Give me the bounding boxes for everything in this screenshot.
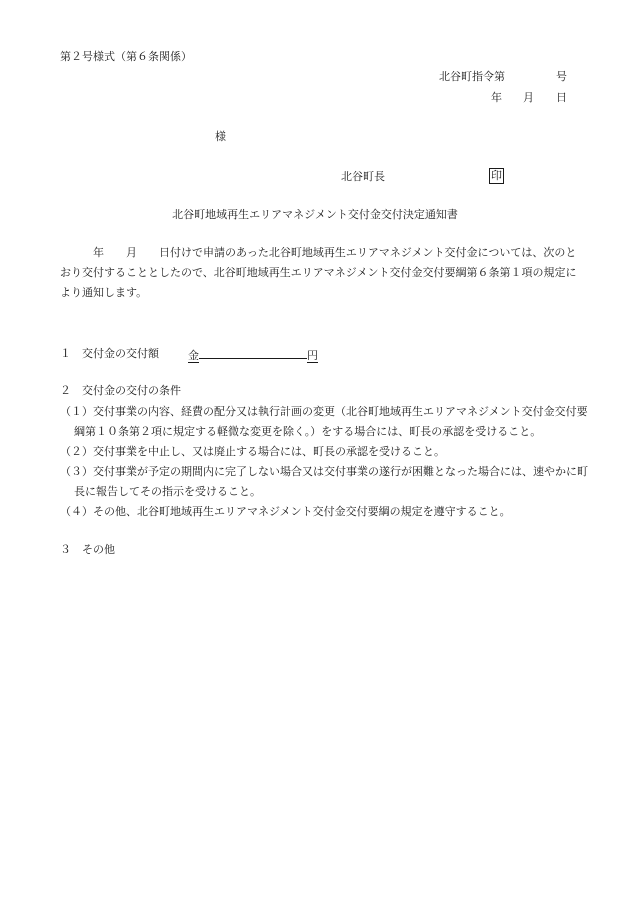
amount-suffix: 円: [307, 349, 318, 362]
condition-item: （３）交付事業が予定の期間内に完了しない場合又は交付事業の遂行が困難となった場合には、速やかに町長に報告してその指示を受けること。: [60, 465, 588, 498]
section1-heading: １ 交付金の交付額: [60, 347, 159, 360]
date-month: 月: [523, 91, 534, 104]
amount-blank: [199, 347, 307, 359]
condition-item: （１）交付事業の内容、経費の配分又は執行計画の変更（北谷町地域再生エリアマネジメント交付金交付要綱第１０条第２項に規定する軽微な変更を除く。）をする場合には、町長の承認を受けること。: [60, 405, 588, 438]
intro-month: 月: [126, 246, 137, 259]
condition-item: （４）その他、北谷町地域再生エリアマネジメント交付金交付要綱の規定を遵守すること。: [60, 505, 511, 518]
addressee-suffix: 様: [215, 130, 226, 143]
seal-label: 印: [491, 169, 502, 182]
intro-text: 日付けで申請のあった北谷町地域再生エリアマネジメント交付金については、次のとおり交付することとしたので、北谷町地域再生エリアマネジメント交付金交付要綱第６条第１項の規定により通知します。: [60, 246, 577, 299]
ref-number-suffix: 号: [556, 70, 567, 83]
section2-heading: ２ 交付金の交付の条件: [60, 384, 181, 397]
intro-paragraph: [60, 243, 582, 303]
section3-heading: ３ その他: [60, 543, 115, 556]
form-label: 第２号様式（第６条関係）: [60, 50, 192, 63]
date-day: 日: [556, 91, 567, 104]
document-title: 北谷町地域再生エリアマネジメント交付金交付決定通知書: [172, 208, 458, 221]
intro-year: 年: [93, 246, 104, 259]
amount-line: [188, 347, 318, 362]
issuer-title: 北谷町長: [341, 170, 385, 183]
ref-number-prefix: 北谷町指令第: [439, 70, 505, 83]
condition-item: （２）交付事業を中止し、又は廃止する場合には、町長の承認を受けること。: [60, 445, 445, 458]
amount-prefix: 金: [188, 349, 199, 362]
date-year: 年: [491, 91, 502, 104]
seal-mark: [489, 168, 504, 184]
